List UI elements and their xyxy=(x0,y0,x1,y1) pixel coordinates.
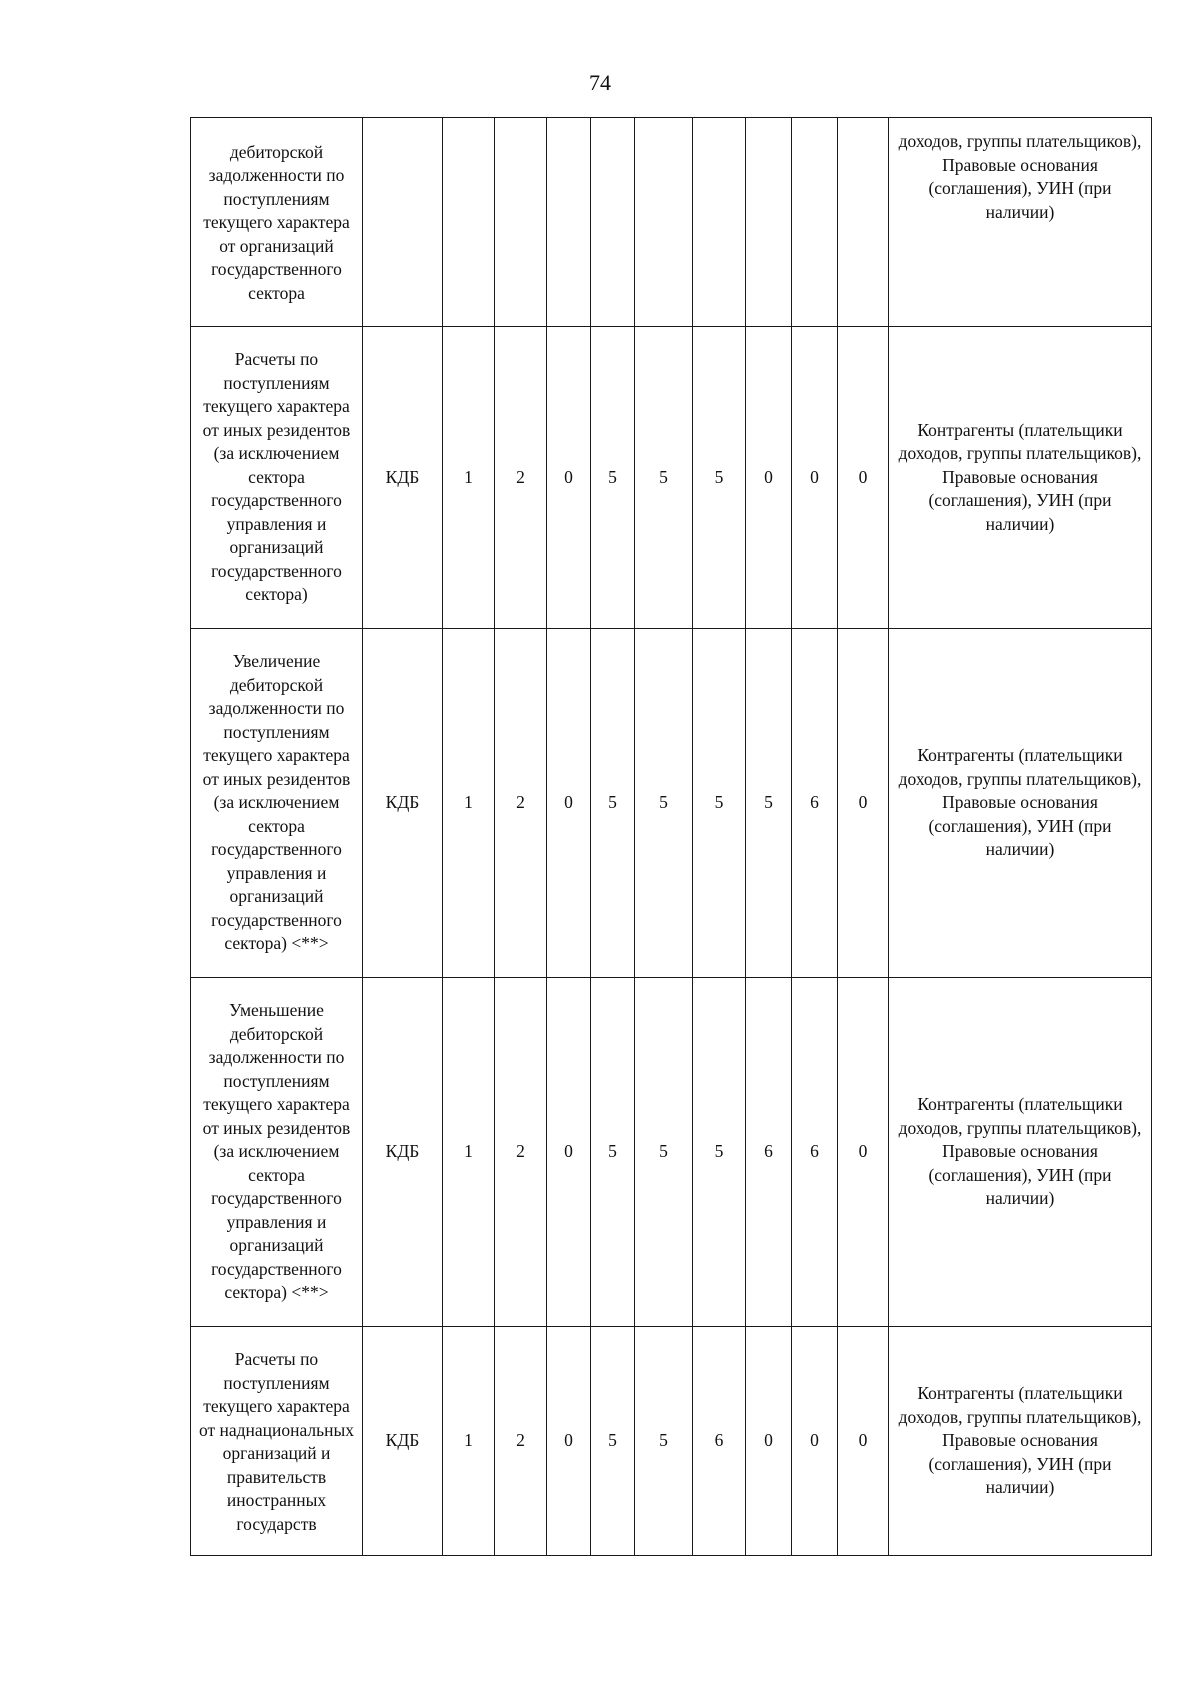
analytics-cell: Контрагенты (плательщики доходов, группы плательщиков), Правовые основания (соглашения), УИН (при наличии) xyxy=(889,327,1152,629)
account-digit-cell: 5 xyxy=(635,978,693,1327)
account-digit-cell: 5 xyxy=(591,1327,635,1556)
account-digit-cell xyxy=(547,118,591,327)
account-digit-cell: 5 xyxy=(635,1327,693,1556)
account-digit-cell: 5 xyxy=(693,327,746,629)
account-digit-cell xyxy=(792,118,838,327)
analytics-cell: доходов, группы плательщиков), Правовые основания (соглашения), УИН (при наличии) xyxy=(889,118,1152,327)
account-digit-cell: 5 xyxy=(693,629,746,978)
account-digit-cell xyxy=(495,118,547,327)
account-digit-cell xyxy=(591,118,635,327)
account-digit-cell: 5 xyxy=(746,629,792,978)
document-code-cell: КДБ xyxy=(363,1327,443,1556)
account-digit-cell: 1 xyxy=(443,629,495,978)
account-digit-cell: 5 xyxy=(693,978,746,1327)
account-digit-cell xyxy=(635,118,693,327)
analytics-cell: Контрагенты (плательщики доходов, группы плательщиков), Правовые основания (соглашения), УИН (при наличии) xyxy=(889,978,1152,1327)
account-table xyxy=(190,117,1152,1556)
analytics-cell: Контрагенты (плательщики доходов, группы плательщиков), Правовые основания (соглашения), УИН (при наличии) xyxy=(889,1327,1152,1556)
account-digit-cell: 5 xyxy=(591,327,635,629)
document-code-cell xyxy=(363,118,443,327)
table-row xyxy=(191,978,1152,1327)
account-digit-cell: 0 xyxy=(792,1327,838,1556)
account-digit-cell: 0 xyxy=(547,629,591,978)
account-digit-cell: 0 xyxy=(838,1327,889,1556)
account-digit-cell: 6 xyxy=(792,629,838,978)
account-digit-cell: 0 xyxy=(792,327,838,629)
account-digit-cell xyxy=(838,118,889,327)
document-code-cell: КДБ xyxy=(363,629,443,978)
account-digit-cell: 5 xyxy=(591,629,635,978)
account-digit-cell: 0 xyxy=(746,1327,792,1556)
document-code-cell: КДБ xyxy=(363,327,443,629)
account-digit-cell: 1 xyxy=(443,1327,495,1556)
account-digit-cell: 0 xyxy=(838,629,889,978)
account-digit-cell: 0 xyxy=(838,978,889,1327)
document-code-cell: КДБ xyxy=(363,978,443,1327)
table-row xyxy=(191,327,1152,629)
account-digit-cell: 2 xyxy=(495,327,547,629)
account-digit-cell: 0 xyxy=(547,1327,591,1556)
account-digit-cell: 1 xyxy=(443,327,495,629)
account-digit-cell: 2 xyxy=(495,629,547,978)
account-name-cell: Увеличение дебиторской задолженности по поступлениям текущего характера от иных резидентов (за исключением сектора государственного управления и организаций государственного сектора) <**> xyxy=(191,629,363,978)
account-digit-cell xyxy=(693,118,746,327)
account-name-cell: Уменьшение дебиторской задолженности по поступлениям текущего характера от иных резидентов (за исключением сектора государственного управления и организаций государственного сектора) <**> xyxy=(191,978,363,1327)
account-name-cell: Расчеты по поступлениям текущего характера от наднациональных организаций и правительств иностранных государств xyxy=(191,1327,363,1556)
page-number: 74 xyxy=(589,70,611,95)
account-digit-cell: 0 xyxy=(547,327,591,629)
account-digit-cell xyxy=(746,118,792,327)
account-name-cell: Расчеты по поступлениям текущего характера от иных резидентов (за исключением сектора государственного управления и организаций государственного сектора) xyxy=(191,327,363,629)
account-digit-cell: 5 xyxy=(591,978,635,1327)
account-digit-cell xyxy=(443,118,495,327)
account-digit-cell: 5 xyxy=(635,629,693,978)
account-digit-cell: 1 xyxy=(443,978,495,1327)
account-digit-cell: 2 xyxy=(495,1327,547,1556)
table-row xyxy=(191,1327,1152,1556)
account-digit-cell: 0 xyxy=(838,327,889,629)
account-digit-cell: 2 xyxy=(495,978,547,1327)
account-digit-cell: 0 xyxy=(746,327,792,629)
account-digit-cell: 0 xyxy=(547,978,591,1327)
account-digit-cell: 6 xyxy=(693,1327,746,1556)
table-row xyxy=(191,629,1152,978)
account-digit-cell: 6 xyxy=(746,978,792,1327)
table-row xyxy=(191,118,1152,327)
analytics-cell: Контрагенты (плательщики доходов, группы плательщиков), Правовые основания (соглашения), УИН (при наличии) xyxy=(889,629,1152,978)
account-digit-cell: 6 xyxy=(792,978,838,1327)
account-name-cell: дебиторской задолженности по поступлениям текущего характера от организаций государственного сектора xyxy=(191,118,363,327)
account-digit-cell: 5 xyxy=(635,327,693,629)
